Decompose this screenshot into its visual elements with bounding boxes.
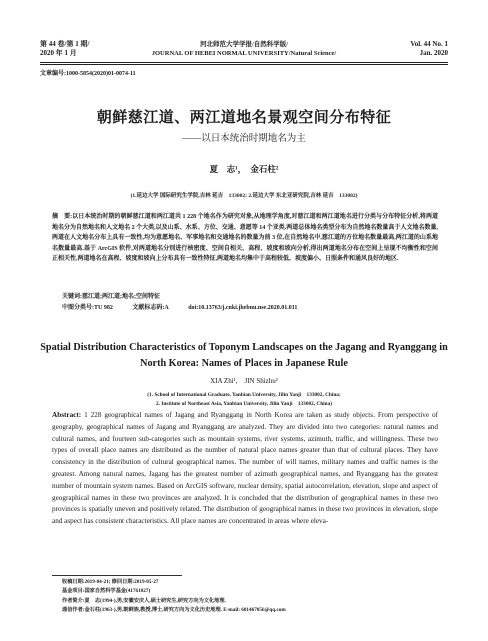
abstract-cn-label: 摘 要: <box>52 214 73 220</box>
clc-number: 中图分类号:TU 982 <box>62 305 113 311</box>
header-rule <box>40 62 448 65</box>
running-header <box>40 40 448 60</box>
footnote-corresponding: 通信作者:金石柱(1963-),男,朝鲜族,教授,博士,研究方向为文化历史地理. E-mail: 601467056@qq.com <box>62 607 286 614</box>
header-journal-cn: 河北师范大学学报/自然科学版/ <box>199 41 289 48</box>
authors-en: XIA Zhi¹, JIN Shizhu² <box>210 377 278 385</box>
header-date-en: Jan. 2020 <box>419 49 448 57</box>
classification-line <box>62 302 315 311</box>
keywords-cn-text: 慈江道;两江道;地名;空间特征 <box>82 294 160 300</box>
affiliation-en-1: (1. School of International Graduate, Yanbian University, Jilin Yanji 133002, China; <box>147 392 341 398</box>
keywords-cn <box>62 291 160 300</box>
keywords-cn-label: 关键词: <box>62 294 82 300</box>
footnote-funding: 基金项目:国家自然科学基金(41761027) <box>62 588 151 595</box>
header-journal-name <box>120 40 368 58</box>
affiliations-en <box>40 391 448 408</box>
header-date-cn: 2020 年 1 月 <box>40 49 77 57</box>
document-code: 文献标志码:A <box>132 305 169 311</box>
article-number: 文章编号:1000-5854(2020)01-0074-11 <box>40 71 136 77</box>
doi: doi:10.13763/j.cnki.jhebnu.nse.2020.01.011 <box>188 305 298 311</box>
footnote-received: 收稿日期:2019-04-21; 修回日期:2019-05-27 <box>62 579 159 585</box>
header-volume-right <box>410 40 448 58</box>
footnotes <box>62 578 448 616</box>
abstract-en-label: Abstract: <box>52 411 82 419</box>
abstract-cn-text: 以日本统治时期的朝鲜慈江道和两江道共 1 228 个地名作为研究对象,从地理学角度,对慈江道和两江道地名进行分类与分布特征分析,将两道地名分为自然地名和人文地名 2 个大类,以及山系、水系、方位、交通、意愿等 14 个亚类.两道总体地名类型分布为自然地名数量高于人文地名数量,两道在人文地名分布上具有一致性,均为意愿地名、军事地名和交通地名的数量为前 3 位,在自然地名中,慈江道的方位地名数量最高,两江道的山系地名数量最高.基于 ArcGIS 软件,对两道地名分别进行核密度、空间自相关、高程、坡度和坡向分析,得出两道地名分布在空间上呈现不均衡性和空间正相关性,两道地名在高程、坡度和坡向上分布具有一致性特征,两道地名均集中于高程较低、坡度偏小、日照条件和通风良好的地区. <box>52 214 438 262</box>
header-volume-left <box>40 40 89 58</box>
abstract-cn <box>52 212 438 265</box>
title-cn: 朝鲜慈江道、两江道地名景观空间分布特征 <box>96 110 392 126</box>
header-volume-issue: 第 44 卷/第 1 期/ <box>40 40 90 48</box>
footnote-rule <box>52 575 182 576</box>
header-volume-en: Vol. 44 No. 1 <box>410 40 448 48</box>
footnote-author-bio: 作者简介:夏 志(1994-),男,安徽安庆人,硕士研究生,研究方向为文化地理. <box>62 597 226 604</box>
abstract-en <box>52 410 438 528</box>
authors-cn: 夏 志¹， 金石柱² <box>209 164 279 174</box>
header-journal-en: JOURNAL OF HEBEI NORMAL UNIVERSITY/Natural Science/ <box>151 50 337 57</box>
subtitle-cn: ——以日本统治时期地名为主 <box>182 134 306 144</box>
title-en: Spatial Distribution Characteristics of Toponym Landscapes on the Jagang and Ryanggang in North Korea: Names of Places in Japanese Rule <box>40 342 448 369</box>
affiliation-en-2: 2. Institute of Northeast Asia, Yanbian University, Jilin Yanji 133002, China) <box>155 400 333 407</box>
abstract-en-text: 1 228 geographical names of Jagang and Ryanggang in North Korea are taken as study objects. From perspective of geography, geographical names of Jagang and Ryanggang are analyzed. They are divided into two categories: natural names and cultural names, and fourteen sub-categories such as mountain systems, river systems, azimuth, traffic, and willingness. These two types of overall place names are distributed as the number of natural place names greater than that of cultural places. They have consistency in the distribution of cultural geographical names. The number of will names, military names and traffic names is the greatest. Among natural names, Jagang has the greatest number of azimuth geographical names, and Ryanggang has the greatest number of mountain system names. Based on ArcGIS software, nuclear density, spatial autocorrelation, elevation, slope and aspect of geographical names in these two provinces are analyzed. It is concluded that the distribution of geographical names in these two provinces is spatially uneven and positively related. The distribution of geographical names in these two provinces in elevation, slope and aspect has consistent characteristics. All place names are concentrated in areas where eleva- <box>52 411 438 526</box>
affiliations-cn: (1.延边大学 国际研究生学院,吉林 延吉 133002; 2.延边大学 东北亚研究院,吉林 延吉 133002) <box>130 193 358 199</box>
